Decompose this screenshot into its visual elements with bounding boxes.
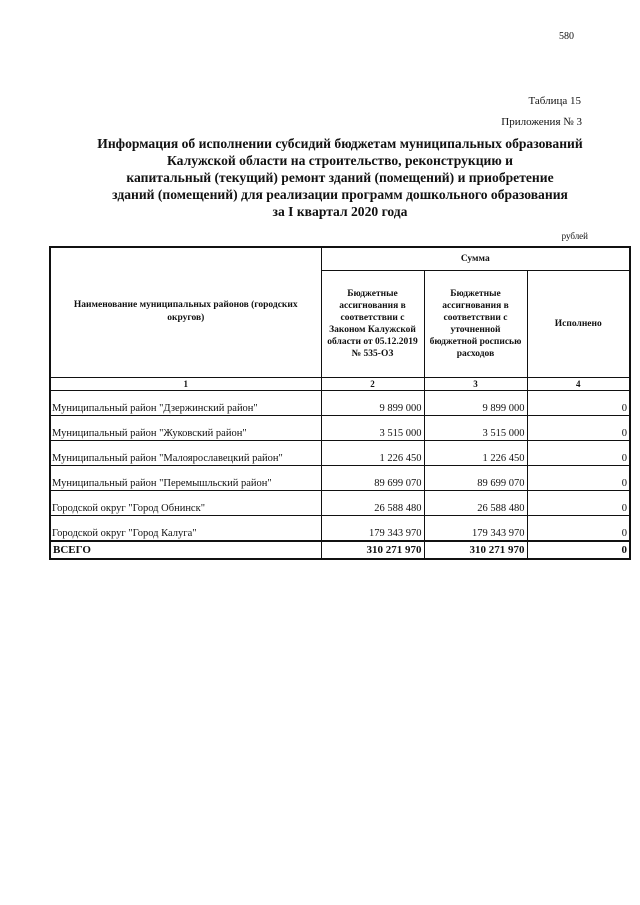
budget-amount: 3 515 000: [424, 415, 527, 440]
column-header-law: Бюджетные ассигнования в соответствии с Законом Калужской области от 05.12.2019 № 535-ОЗ: [321, 270, 424, 377]
budget-amount: 9 899 000: [424, 390, 527, 415]
column-header-sum: Сумма: [321, 247, 630, 270]
page-number: 580: [559, 31, 574, 42]
total-label: ВСЕГО: [50, 541, 321, 559]
table-row: [50, 490, 630, 515]
executed-amount: 0: [527, 415, 630, 440]
executed-amount: 0: [527, 490, 630, 515]
executed-amount: 0: [527, 515, 630, 541]
table-label: Таблица 15: [528, 95, 581, 107]
table-row: [50, 440, 630, 465]
column-header-budget: Бюджетные ассигнования в соответствии с уточненной бюджетной росписью расходов: [424, 270, 527, 377]
budget-amount: 89 699 070: [424, 465, 527, 490]
total-row: [50, 541, 630, 559]
law-amount: 9 899 000: [321, 390, 424, 415]
title-line: за I квартал 2020 года: [272, 204, 408, 219]
district-name: Муниципальный район "Перемышльский район": [50, 465, 321, 490]
title-line: зданий (помещений) для реализации программ дошкольного образования: [112, 187, 568, 202]
column-number: 3: [424, 377, 527, 390]
executed-amount: 0: [527, 390, 630, 415]
law-amount: 3 515 000: [321, 415, 424, 440]
total-executed-amount: 0: [527, 541, 630, 559]
column-header-executed: Исполнено: [527, 270, 630, 377]
table-row: [50, 390, 630, 415]
total-budget-amount: 310 271 970: [424, 541, 527, 559]
title-line: капитальный (текущий) ремонт зданий (помещений) и приобретение: [126, 170, 554, 185]
subsidy-table: [49, 246, 631, 560]
budget-amount: 26 588 480: [424, 490, 527, 515]
table-row: [50, 465, 630, 490]
column-number: 2: [321, 377, 424, 390]
units-label: рублей: [561, 231, 588, 241]
column-number-row: [50, 377, 630, 390]
law-amount: 1 226 450: [321, 440, 424, 465]
column-header-name: Наименование муниципальных районов (городских округов): [50, 247, 321, 377]
law-amount: 179 343 970: [321, 515, 424, 541]
budget-amount: 1 226 450: [424, 440, 527, 465]
document-title: [60, 135, 620, 220]
title-line: Калужской области на строительство, реконструкцию и: [166, 153, 513, 168]
total-law-amount: 310 271 970: [321, 541, 424, 559]
district-name: Городской округ "Город Обнинск": [50, 490, 321, 515]
district-name: Городской округ "Город Калуга": [50, 515, 321, 541]
law-amount: 26 588 480: [321, 490, 424, 515]
district-name: Муниципальный район "Жуковский район": [50, 415, 321, 440]
column-number: 4: [527, 377, 630, 390]
header-row-sum: [50, 247, 630, 270]
table-row: [50, 415, 630, 440]
executed-amount: 0: [527, 465, 630, 490]
title-line: Информация об исполнении субсидий бюджетам муниципальных образований: [97, 136, 583, 151]
appendix-label: Приложения № 3: [501, 116, 582, 128]
district-name: Муниципальный район "Дзержинский район": [50, 390, 321, 415]
budget-amount: 179 343 970: [424, 515, 527, 541]
table-row: [50, 515, 630, 541]
district-name: Муниципальный район "Малоярославецкий район": [50, 440, 321, 465]
column-number: 1: [50, 377, 321, 390]
law-amount: 89 699 070: [321, 465, 424, 490]
executed-amount: 0: [527, 440, 630, 465]
